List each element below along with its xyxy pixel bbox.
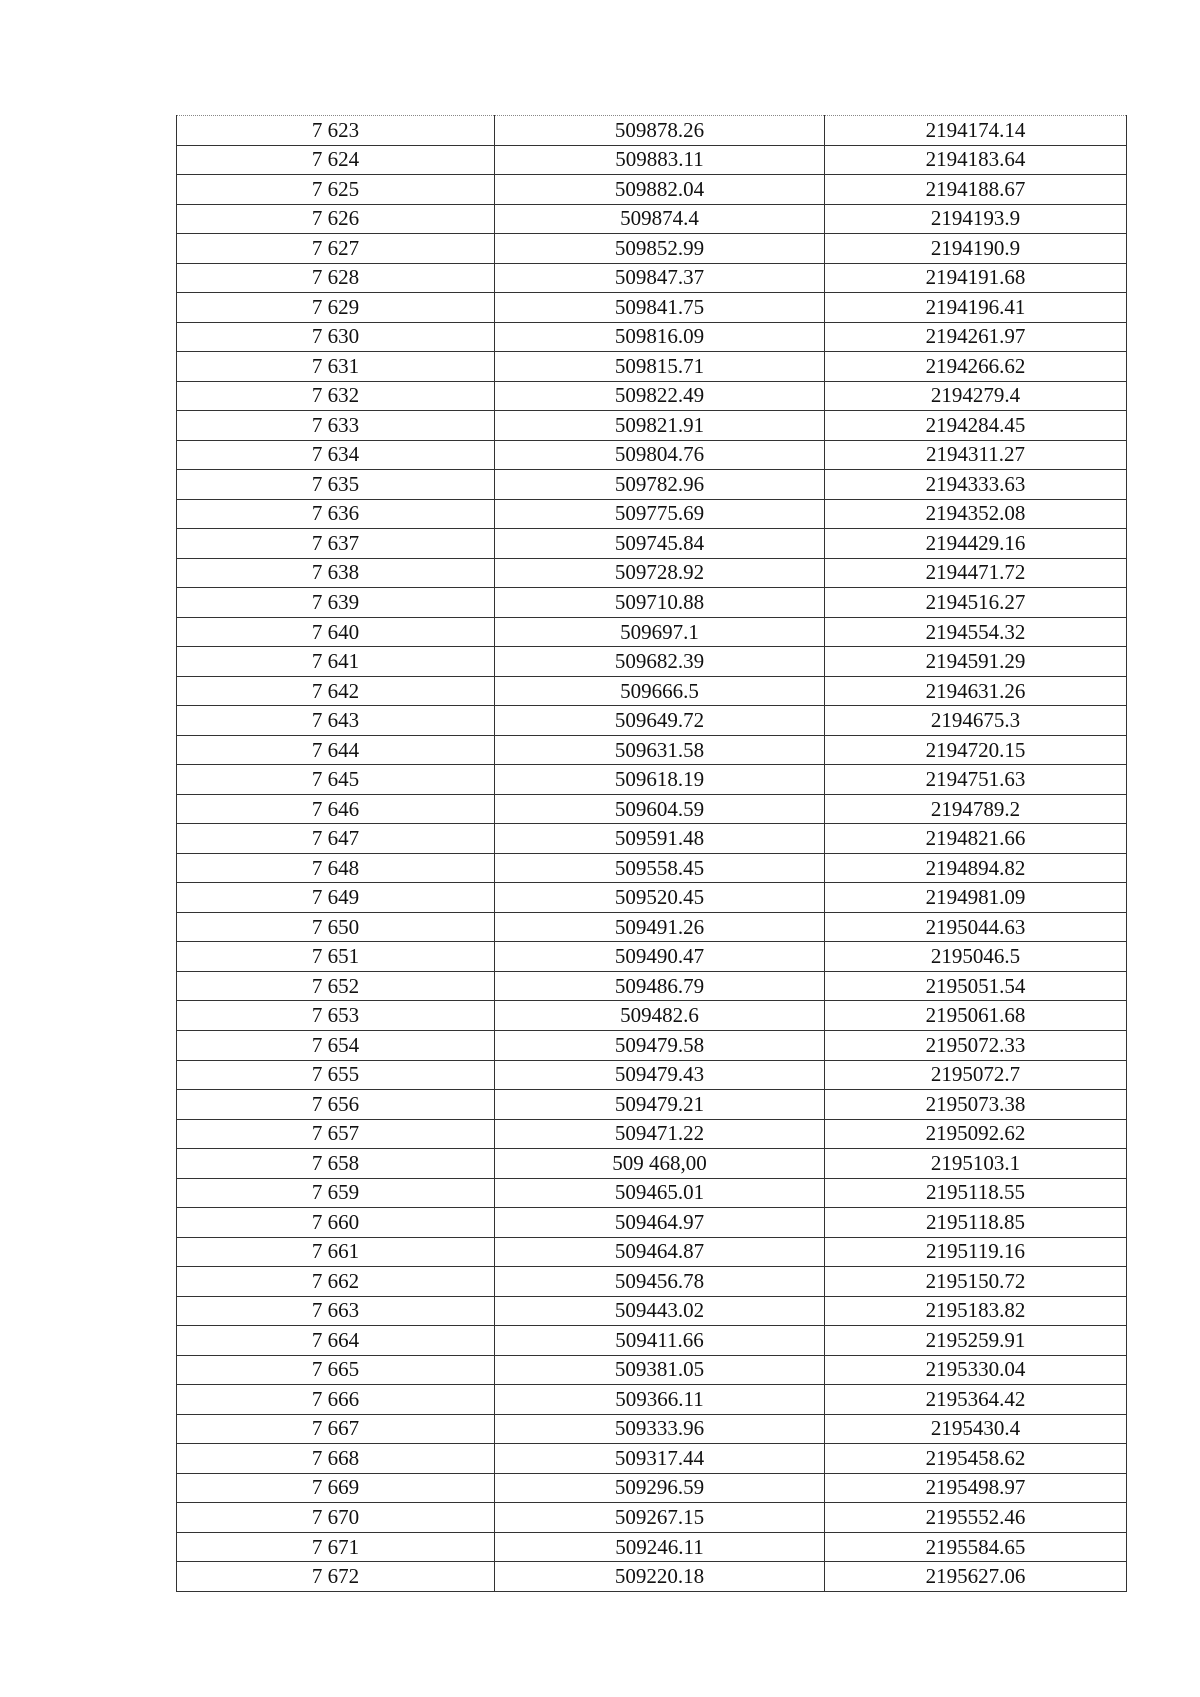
y-coordinate-cell: 2194266.62 [825,352,1127,382]
table-row [177,352,1127,382]
y-coordinate-cell: 2195584.65 [825,1532,1127,1562]
table-row [177,942,1127,972]
x-coordinate-cell: 509296.59 [495,1473,825,1503]
y-coordinate-cell: 2195103.1 [825,1149,1127,1179]
x-coordinate-cell: 509558.45 [495,853,825,883]
table-row [177,1444,1127,1474]
table-row [177,529,1127,559]
point-number-cell: 7 652 [177,971,495,1001]
coordinates-table-body [177,116,1127,1592]
x-coordinate-cell: 509874.4 [495,204,825,234]
point-number-cell: 7 637 [177,529,495,559]
x-coordinate-cell: 509841.75 [495,293,825,323]
y-coordinate-cell: 2195044.63 [825,912,1127,942]
x-coordinate-cell: 509411.66 [495,1326,825,1356]
y-coordinate-cell: 2194591.29 [825,647,1127,677]
x-coordinate-cell: 509816.09 [495,322,825,352]
x-coordinate-cell: 509520.45 [495,883,825,913]
table-row [177,1149,1127,1179]
y-coordinate-cell: 2195259.91 [825,1326,1127,1356]
table-row [177,411,1127,441]
x-coordinate-cell: 509847.37 [495,263,825,293]
table-row [177,322,1127,352]
x-coordinate-cell: 509649.72 [495,706,825,736]
x-coordinate-cell: 509 468,00 [495,1149,825,1179]
point-number-cell: 7 666 [177,1385,495,1415]
y-coordinate-cell: 2194789.2 [825,794,1127,824]
y-coordinate-cell: 2194183.64 [825,145,1127,175]
y-coordinate-cell: 2194193.9 [825,204,1127,234]
x-coordinate-cell: 509220.18 [495,1562,825,1592]
y-coordinate-cell: 2195092.62 [825,1119,1127,1149]
point-number-cell: 7 636 [177,499,495,529]
x-coordinate-cell: 509464.97 [495,1208,825,1238]
y-coordinate-cell: 2195150.72 [825,1267,1127,1297]
x-coordinate-cell: 509479.21 [495,1090,825,1120]
point-number-cell: 7 654 [177,1030,495,1060]
y-coordinate-cell: 2194554.32 [825,617,1127,647]
x-coordinate-cell: 509381.05 [495,1355,825,1385]
point-number-cell: 7 646 [177,794,495,824]
table-row [177,1503,1127,1533]
y-coordinate-cell: 2195072.33 [825,1030,1127,1060]
table-row [177,1562,1127,1592]
x-coordinate-cell: 509852.99 [495,234,825,264]
x-coordinate-cell: 509883.11 [495,145,825,175]
y-coordinate-cell: 2194191.68 [825,263,1127,293]
y-coordinate-cell: 2195051.54 [825,971,1127,1001]
y-coordinate-cell: 2194720.15 [825,735,1127,765]
point-number-cell: 7 651 [177,942,495,972]
table-row [177,824,1127,854]
point-number-cell: 7 627 [177,234,495,264]
table-row [177,1208,1127,1238]
point-number-cell: 7 659 [177,1178,495,1208]
point-number-cell: 7 632 [177,381,495,411]
y-coordinate-cell: 2195498.97 [825,1473,1127,1503]
point-number-cell: 7 660 [177,1208,495,1238]
point-number-cell: 7 641 [177,647,495,677]
x-coordinate-cell: 509882.04 [495,175,825,205]
x-coordinate-cell: 509443.02 [495,1296,825,1326]
point-number-cell: 7 631 [177,352,495,382]
x-coordinate-cell: 509246.11 [495,1532,825,1562]
x-coordinate-cell: 509604.59 [495,794,825,824]
table-row [177,794,1127,824]
table-row [177,647,1127,677]
x-coordinate-cell: 509821.91 [495,411,825,441]
table-row [177,1267,1127,1297]
table-row [177,175,1127,205]
table-row [177,853,1127,883]
table-row [177,971,1127,1001]
y-coordinate-cell: 2195430.4 [825,1414,1127,1444]
point-number-cell: 7 644 [177,735,495,765]
point-number-cell: 7 662 [177,1267,495,1297]
table-row [177,293,1127,323]
y-coordinate-cell: 2194894.82 [825,853,1127,883]
point-number-cell: 7 671 [177,1532,495,1562]
point-number-cell: 7 634 [177,440,495,470]
y-coordinate-cell: 2194311.27 [825,440,1127,470]
table-row [177,1237,1127,1267]
x-coordinate-cell: 509471.22 [495,1119,825,1149]
y-coordinate-cell: 2195364.42 [825,1385,1127,1415]
table-row [177,558,1127,588]
point-number-cell: 7 629 [177,293,495,323]
x-coordinate-cell: 509804.76 [495,440,825,470]
x-coordinate-cell: 509682.39 [495,647,825,677]
y-coordinate-cell: 2195183.82 [825,1296,1127,1326]
point-number-cell: 7 626 [177,204,495,234]
point-number-cell: 7 656 [177,1090,495,1120]
point-number-cell: 7 638 [177,558,495,588]
point-number-cell: 7 628 [177,263,495,293]
y-coordinate-cell: 2195118.85 [825,1208,1127,1238]
point-number-cell: 7 639 [177,588,495,618]
table-row [177,263,1127,293]
table-row [177,735,1127,765]
y-coordinate-cell: 2195119.16 [825,1237,1127,1267]
y-coordinate-cell: 2195458.62 [825,1444,1127,1474]
table-row [177,883,1127,913]
y-coordinate-cell: 2194516.27 [825,588,1127,618]
point-number-cell: 7 640 [177,617,495,647]
point-number-cell: 7 650 [177,912,495,942]
y-coordinate-cell: 2195061.68 [825,1001,1127,1031]
point-number-cell: 7 658 [177,1149,495,1179]
y-coordinate-cell: 2195118.55 [825,1178,1127,1208]
point-number-cell: 7 664 [177,1326,495,1356]
y-coordinate-cell: 2194675.3 [825,706,1127,736]
point-number-cell: 7 661 [177,1237,495,1267]
y-coordinate-cell: 2194279.4 [825,381,1127,411]
x-coordinate-cell: 509591.48 [495,824,825,854]
point-number-cell: 7 642 [177,676,495,706]
table-row [177,440,1127,470]
y-coordinate-cell: 2194196.41 [825,293,1127,323]
table-row [177,204,1127,234]
y-coordinate-cell: 2195330.04 [825,1355,1127,1385]
x-coordinate-cell: 509697.1 [495,617,825,647]
x-coordinate-cell: 509782.96 [495,470,825,500]
table-row [177,1385,1127,1415]
point-number-cell: 7 645 [177,765,495,795]
x-coordinate-cell: 509479.58 [495,1030,825,1060]
y-coordinate-cell: 2195073.38 [825,1090,1127,1120]
point-number-cell: 7 665 [177,1355,495,1385]
y-coordinate-cell: 2194174.14 [825,116,1127,146]
x-coordinate-cell: 509775.69 [495,499,825,529]
x-coordinate-cell: 509317.44 [495,1444,825,1474]
y-coordinate-cell: 2194631.26 [825,676,1127,706]
x-coordinate-cell: 509479.43 [495,1060,825,1090]
point-number-cell: 7 623 [177,116,495,146]
point-number-cell: 7 668 [177,1444,495,1474]
table-row [177,1355,1127,1385]
point-number-cell: 7 672 [177,1562,495,1592]
x-coordinate-cell: 509666.5 [495,676,825,706]
x-coordinate-cell: 509878.26 [495,116,825,146]
x-coordinate-cell: 509464.87 [495,1237,825,1267]
point-number-cell: 7 653 [177,1001,495,1031]
point-number-cell: 7 670 [177,1503,495,1533]
x-coordinate-cell: 509366.11 [495,1385,825,1415]
table-row [177,1119,1127,1149]
coordinates-table [176,115,1127,1592]
point-number-cell: 7 663 [177,1296,495,1326]
point-number-cell: 7 657 [177,1119,495,1149]
y-coordinate-cell: 2194751.63 [825,765,1127,795]
table-row [177,1296,1127,1326]
x-coordinate-cell: 509728.92 [495,558,825,588]
table-row [177,499,1127,529]
x-coordinate-cell: 509490.47 [495,942,825,972]
table-row [177,1060,1127,1090]
point-number-cell: 7 624 [177,145,495,175]
table-row [177,234,1127,264]
point-number-cell: 7 667 [177,1414,495,1444]
point-number-cell: 7 655 [177,1060,495,1090]
y-coordinate-cell: 2195046.5 [825,942,1127,972]
table-row [177,1178,1127,1208]
y-coordinate-cell: 2194981.09 [825,883,1127,913]
table-row [177,676,1127,706]
x-coordinate-cell: 509491.26 [495,912,825,942]
x-coordinate-cell: 509267.15 [495,1503,825,1533]
x-coordinate-cell: 509618.19 [495,765,825,795]
y-coordinate-cell: 2194429.16 [825,529,1127,559]
point-number-cell: 7 625 [177,175,495,205]
x-coordinate-cell: 509456.78 [495,1267,825,1297]
table-row [177,765,1127,795]
x-coordinate-cell: 509822.49 [495,381,825,411]
table-row [177,617,1127,647]
x-coordinate-cell: 509482.6 [495,1001,825,1031]
point-number-cell: 7 633 [177,411,495,441]
table-row [177,1532,1127,1562]
table-row [177,588,1127,618]
table-row [177,912,1127,942]
x-coordinate-cell: 509745.84 [495,529,825,559]
y-coordinate-cell: 2195072.7 [825,1060,1127,1090]
point-number-cell: 7 669 [177,1473,495,1503]
y-coordinate-cell: 2194352.08 [825,499,1127,529]
table-row [177,1414,1127,1444]
y-coordinate-cell: 2194188.67 [825,175,1127,205]
x-coordinate-cell: 509333.96 [495,1414,825,1444]
y-coordinate-cell: 2195627.06 [825,1562,1127,1592]
x-coordinate-cell: 509631.58 [495,735,825,765]
table-row [177,381,1127,411]
point-number-cell: 7 647 [177,824,495,854]
point-number-cell: 7 648 [177,853,495,883]
y-coordinate-cell: 2194333.63 [825,470,1127,500]
x-coordinate-cell: 509486.79 [495,971,825,1001]
y-coordinate-cell: 2195552.46 [825,1503,1127,1533]
point-number-cell: 7 649 [177,883,495,913]
table-row [177,1001,1127,1031]
table-row [177,470,1127,500]
x-coordinate-cell: 509710.88 [495,588,825,618]
point-number-cell: 7 635 [177,470,495,500]
point-number-cell: 7 630 [177,322,495,352]
y-coordinate-cell: 2194471.72 [825,558,1127,588]
table-row [177,1473,1127,1503]
table-row [177,1326,1127,1356]
point-number-cell: 7 643 [177,706,495,736]
table-row [177,145,1127,175]
table-row [177,1030,1127,1060]
x-coordinate-cell: 509465.01 [495,1178,825,1208]
y-coordinate-cell: 2194821.66 [825,824,1127,854]
x-coordinate-cell: 509815.71 [495,352,825,382]
table-row [177,116,1127,146]
table-row [177,706,1127,736]
y-coordinate-cell: 2194261.97 [825,322,1127,352]
table-row [177,1090,1127,1120]
y-coordinate-cell: 2194190.9 [825,234,1127,264]
y-coordinate-cell: 2194284.45 [825,411,1127,441]
